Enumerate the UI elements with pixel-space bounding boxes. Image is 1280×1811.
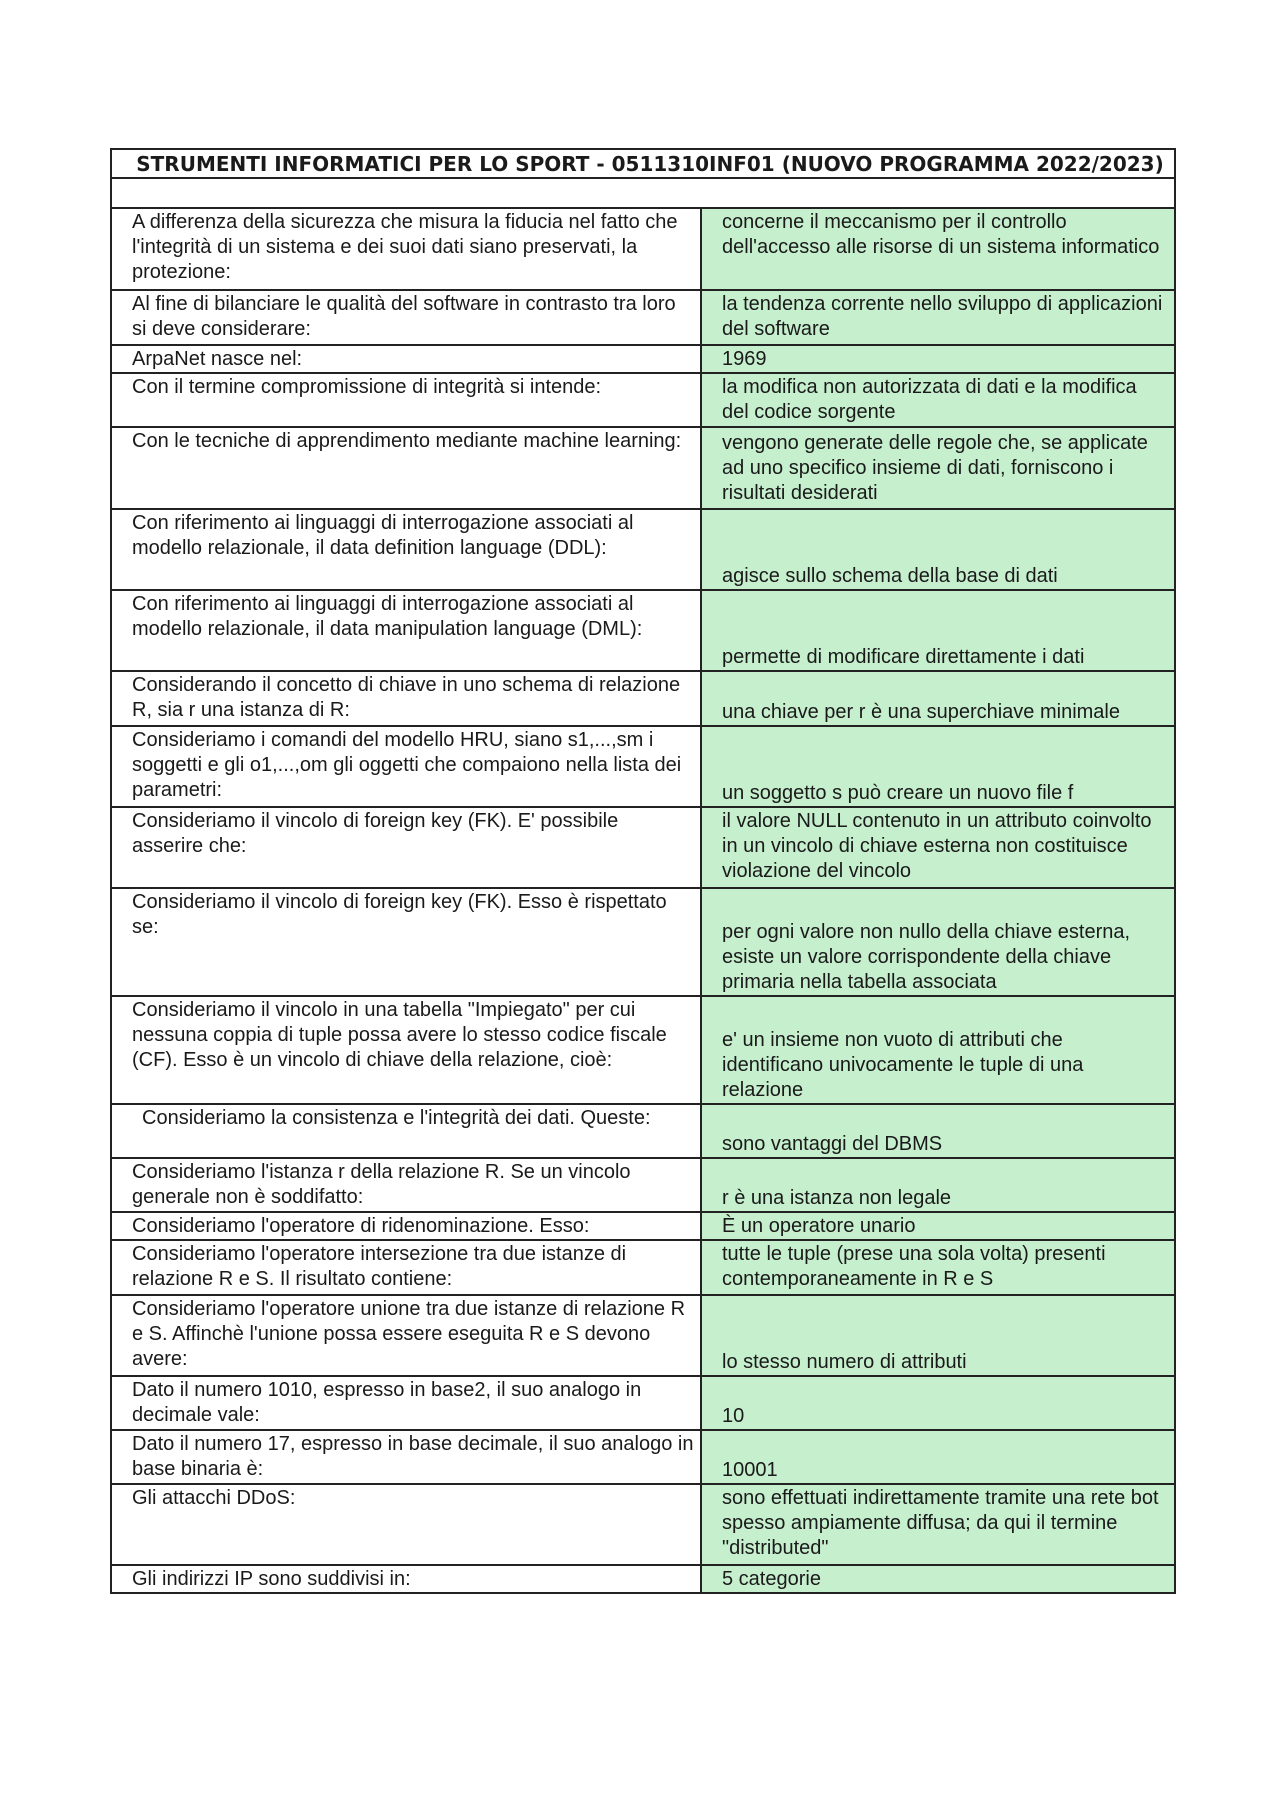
answer-cell: 5 categorie — [701, 1565, 1175, 1593]
question-cell: A differenza della sicurezza che misura la fiducia nel fatto che l'integrità di un sistema e dei suoi dati siano preservati, la protezione: — [111, 208, 701, 290]
table-row — [111, 290, 1175, 345]
table-row — [111, 1565, 1175, 1593]
question-cell: Consideriamo il vincolo in una tabella "Impiegato" per cui nessuna coppia di tuple possa avere lo stesso codice fiscale (CF). Esso è un vincolo di chiave della relazione, cioè: — [111, 996, 701, 1104]
answer-cell: 10001 — [701, 1430, 1175, 1484]
answer-cell: vengono generate delle regole che, se applicate ad uno specifico insieme di dati, forniscono i risultati desiderati — [701, 427, 1175, 509]
table-row — [111, 345, 1175, 373]
answer-cell: la modifica non autorizzata di dati e la modifica del codice sorgente — [701, 373, 1175, 427]
table-row — [111, 726, 1175, 807]
empty-cell — [111, 178, 1175, 208]
table-row — [111, 996, 1175, 1104]
question-cell: Con le tecniche di apprendimento mediante machine learning: — [111, 427, 701, 509]
table-row — [111, 807, 1175, 888]
document-title: STRUMENTI INFORMATICI PER LO SPORT - 0511310INF01 (NUOVO PROGRAMMA 2022/2023) — [111, 149, 1175, 178]
question-cell: Consideriamo il vincolo di foreign key (FK). E' possibile asserire che: — [111, 807, 701, 888]
table-row — [111, 1295, 1175, 1376]
question-cell: Consideriamo il vincolo di foreign key (FK). Esso è rispettato se: — [111, 888, 701, 996]
answer-cell: È un operatore unario — [701, 1212, 1175, 1240]
table-row — [111, 208, 1175, 290]
question-cell: Con riferimento ai linguaggi di interrogazione associati al modello relazionale, il data definition language (DDL): — [111, 509, 701, 590]
answer-cell: tutte le tuple (prese una sola volta) presenti contemporaneamente in R e S — [701, 1240, 1175, 1295]
table-row — [111, 373, 1175, 427]
table-row — [111, 427, 1175, 509]
table-row — [111, 1376, 1175, 1430]
answer-cell: sono effettuati indirettamente tramite una rete bot spesso ampiamente diffusa; da qui il termine "distributed" — [701, 1484, 1175, 1565]
question-cell: Dato il numero 17, espresso in base decimale, il suo analogo in base binaria è: — [111, 1430, 701, 1484]
spacer-row — [111, 178, 1175, 208]
answer-cell: la tendenza corrente nello sviluppo di applicazioni del software — [701, 290, 1175, 345]
table-row — [111, 1484, 1175, 1565]
table-row — [111, 1240, 1175, 1295]
table-row — [111, 590, 1175, 671]
question-cell: Consideriamo l'operatore intersezione tra due istanze di relazione R e S. Il risultato contiene: — [111, 1240, 701, 1295]
answer-cell: 10 — [701, 1376, 1175, 1430]
answer-cell: lo stesso numero di attributi — [701, 1295, 1175, 1376]
question-cell: Con riferimento ai linguaggi di interrogazione associati al modello relazionale, il data manipulation language (DML): — [111, 590, 701, 671]
table-row — [111, 1430, 1175, 1484]
answer-cell: il valore NULL contenuto in un attributo coinvolto in un vincolo di chiave esterna non costituisce violazione del vincolo — [701, 807, 1175, 888]
answer-cell: r è una istanza non legale — [701, 1158, 1175, 1212]
document-sheet — [110, 148, 1174, 1594]
question-cell: Consideriamo i comandi del modello HRU, siano s1,...,sm i soggetti e gli o1,...,om gli oggetti che compaiono nella lista dei parametri: — [111, 726, 701, 807]
qa-table — [110, 148, 1176, 1594]
answer-cell: concerne il meccanismo per il controllo dell'accesso alle risorse di un sistema informatico — [701, 208, 1175, 290]
question-cell: Consideriamo l'istanza r della relazione R. Se un vincolo generale non è soddifatto: — [111, 1158, 701, 1212]
table-row — [111, 888, 1175, 996]
answer-cell: permette di modificare direttamente i dati — [701, 590, 1175, 671]
answer-cell: sono vantaggi del DBMS — [701, 1104, 1175, 1158]
question-cell: Consideriamo la consistenza e l'integrità dei dati. Queste: — [111, 1104, 701, 1158]
answer-cell: per ogni valore non nullo della chiave esterna, esiste un valore corrispondente della chiave primaria nella tabella associata — [701, 888, 1175, 996]
title-row — [111, 149, 1175, 178]
table-row — [111, 1104, 1175, 1158]
table-row — [111, 509, 1175, 590]
answer-cell: agisce sullo schema della base di dati — [701, 509, 1175, 590]
question-cell: Con il termine compromissione di integrità si intende: — [111, 373, 701, 427]
question-cell: Gli attacchi DDoS: — [111, 1484, 701, 1565]
question-cell: Gli indirizzi IP sono suddivisi in: — [111, 1565, 701, 1593]
question-cell: Al fine di bilanciare le qualità del software in contrasto tra loro si deve considerare: — [111, 290, 701, 345]
question-cell: Consideriamo l'operatore unione tra due istanze di relazione R e S. Affinchè l'unione possa essere eseguita R e S devono avere: — [111, 1295, 701, 1376]
question-cell: Dato il numero 1010, espresso in base2, il suo analogo in decimale vale: — [111, 1376, 701, 1430]
answer-cell: una chiave per r è una superchiave minimale — [701, 671, 1175, 726]
table-row — [111, 1212, 1175, 1240]
answer-cell: 1969 — [701, 345, 1175, 373]
answer-cell: un soggetto s può creare un nuovo file f — [701, 726, 1175, 807]
question-cell: ArpaNet nasce nel: — [111, 345, 701, 373]
table-row — [111, 671, 1175, 726]
table-row — [111, 1158, 1175, 1212]
question-cell: Consideriamo l'operatore di ridenominazione. Esso: — [111, 1212, 701, 1240]
answer-cell: e' un insieme non vuoto di attributi che identificano univocamente le tuple di una relazione — [701, 996, 1175, 1104]
question-cell: Considerando il concetto di chiave in uno schema di relazione R, sia r una istanza di R: — [111, 671, 701, 726]
